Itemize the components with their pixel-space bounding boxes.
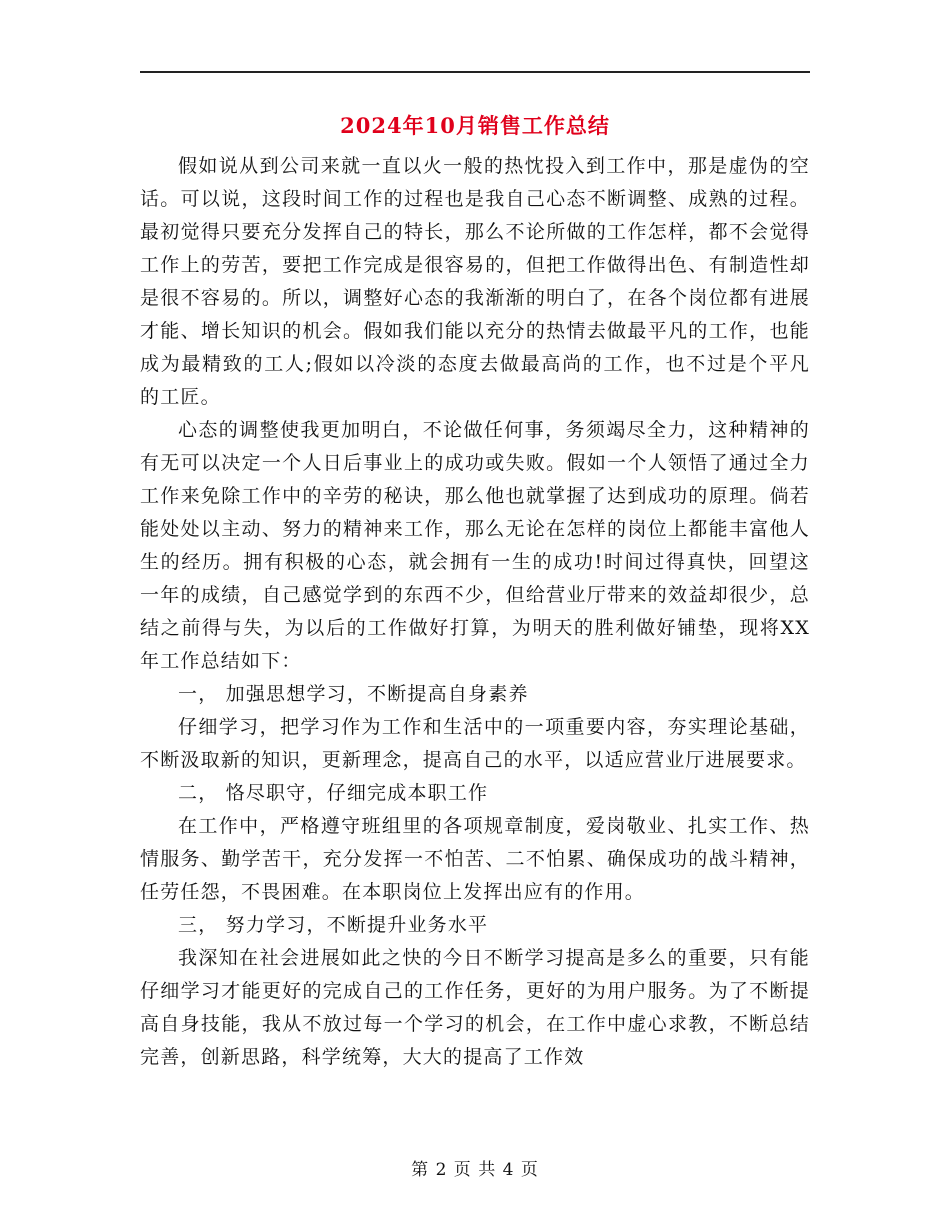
section-heading-2: 二， 恪尽职守，仔细完成本职工作 [178, 782, 489, 804]
paragraph-section-2: 在工作中，严格遵守班组里的各项规章制度，爱岗敬业、扎实工作、热情服务、勤学苦干，充分发挥一不怕苦、二不怕累、确保成功的战斗精神，任劳任怨，不畏困难。在本职岗位上发挥出应有的作用。 [140, 815, 810, 903]
paragraph-section-3: 我深知在社会进展如此之快的今日不断学习提高是多么的重要，只有能仔细学习才能更好的完成自己的工作任务，更好的为用户服务。为了不断提高自身技能，我从不放过每一个学习的机会，在工作中虚心求教，不断总结完善，创新思路，科学统筹，大大的提高了工作效 [140, 947, 810, 1068]
paragraph-section-1: 仔细学习，把学习作为工作和生活中的一项重要内容，夯实理论基础，不断汲取新的知识，更新理念，提高自己的水平，以适应营业厅进展要求。 [140, 716, 810, 771]
page-number-footer: 第 2 页 共 4 页 [411, 1160, 539, 1180]
header-rule [140, 71, 810, 73]
document-body [140, 150, 810, 1074]
section-heading-1: 一， 加强思想学习，不断提高自身素养 [178, 683, 529, 705]
section-heading-3: 三， 努力学习，不断提升业务水平 [178, 914, 489, 936]
document-title: 2024年10月销售工作总结 [340, 113, 610, 138]
paragraph-intro: 假如说从到公司来就一直以火一般的热忱投入到工作中，那是虚伪的空话。可以说，这段时间工作的过程也是我自己心态不断调整、成熟的过程。最初觉得只要充分发挥自己的特长，那么不论所做的工作怎样，都不会觉得工作上的劳苦，要把工作完成是很容易的，但把工作做得出色、有制造性却是很不容易的。所以，调整好心态的我渐渐的明白了，在各个岗位都有进展才能、增长知识的机会。假如我们能以充分的热情去做最平凡的工作，也能成为最精致的工人;假如以冷淡的态度去做最高尚的工作，也不过是个平凡的工匠。 [140, 155, 810, 408]
paragraph-mindset: 心态的调整使我更加明白，不论做任何事，务须竭尽全力，这种精神的有无可以决定一个人日后事业上的成功或失败。假如一个人领悟了通过全力工作来免除工作中的辛劳的秘诀，那么他也就掌握了达到成功的原理。倘若能处处以主动、努力的精神来工作，那么无论在怎样的岗位上都能丰富他人生的经历。拥有积极的心态，就会拥有一生的成功!时间过得真快，回望这一年的成绩，自己感觉学到的东西不少，但给营业厅带来的效益却很少，总结之前得与失，为以后的工作做好打算，为明天的胜利做好铺垫，现将XX年工作总结如下： [140, 419, 810, 672]
